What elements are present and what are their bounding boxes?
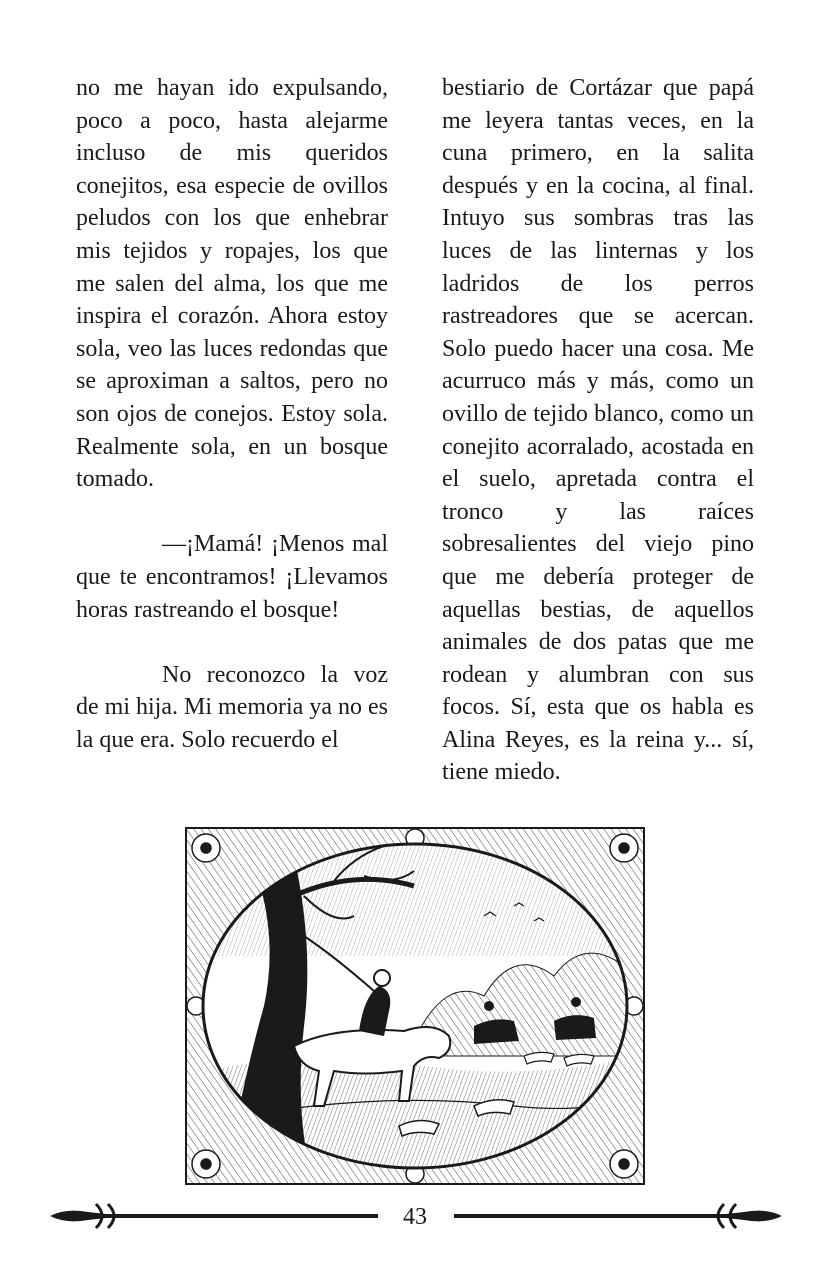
left-text-column	[76, 72, 388, 756]
paragraph: No reconozco la voz de mi hija. Mi memoria ya no es la que era. Solo recuerdo el	[76, 661, 388, 753]
paragraph: bestiario de Cortázar que papá me leyera tantas veces, en la cuna primero, en la salita después y en la cocina, al final. Intuyo sus sombras tras las luces de las linternas y los ladridos de los perros rastreadores que se acercan. Solo puedo hacer una cosa. Me acurruco más y más, como un ovillo de tejido blanco, como un conejito acorralado, acostada en el suelo, apretada contra el tronco y las raíces sobresalientes del viejo pino que me debería proteger de aquellas bestias, de aquellos animales de dos patas que me rodean y alumbran con sus focos. Sí, esta que os habla es Alina Reyes, es la reina y... sí, tiene miedo.	[442, 75, 754, 786]
page-number: 43	[403, 1204, 427, 1230]
right-text-column	[442, 72, 754, 789]
paragraph: no me hayan ido expulsando, poco a poco, hasta alejarme incluso de mis queridos conejitos, esa especie de ovillos peludos con los que enhebrar mis tejidos y ropajes, los que me salen del alma, los que me inspira el corazón. Ahora estoy sola, veo las luces redondas que se aproximan a saltos, pero no son ojos de conejos. Estoy sola. Realmente sola, en un bosque tomado.	[76, 75, 388, 493]
hunting-scene-engraving	[184, 826, 646, 1186]
paragraph-dialogue: —¡Mamá! ¡Menos mal que te encontramos! ¡Llevamos horas rastreando el bosque!	[76, 531, 388, 623]
